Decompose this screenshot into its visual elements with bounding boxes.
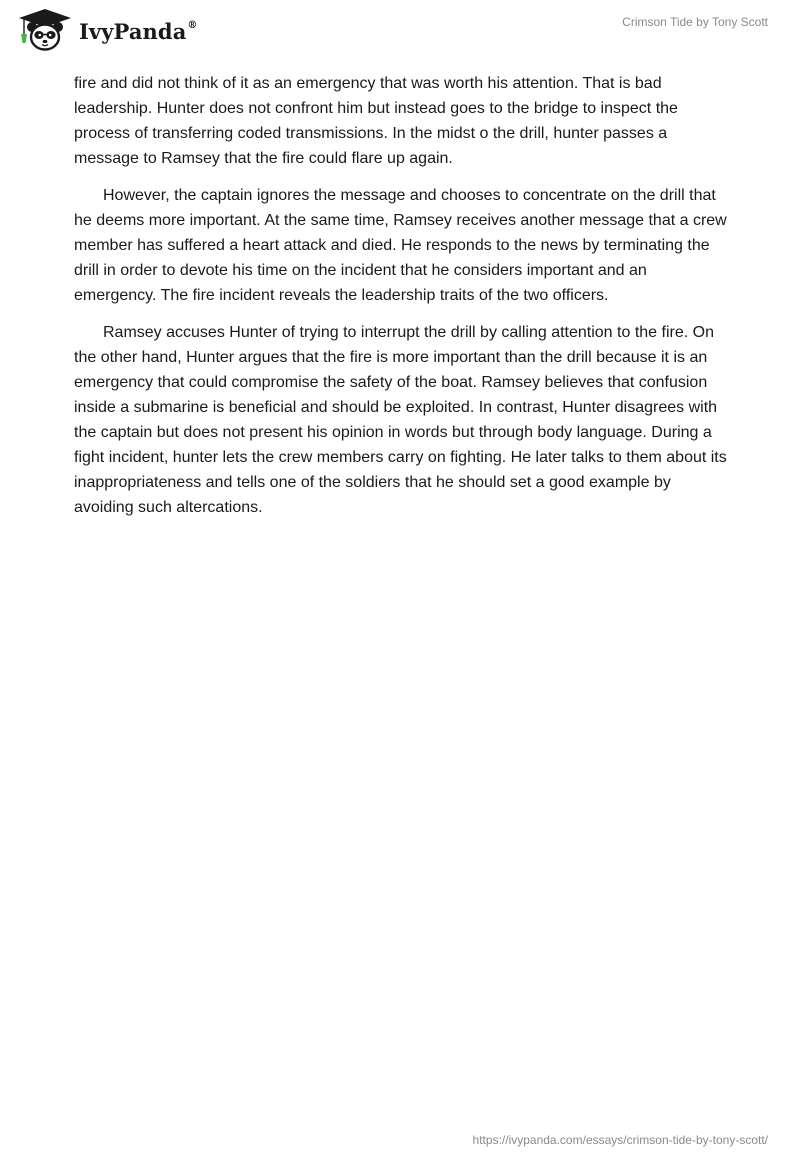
ivypanda-logo[interactable]	[15, 7, 198, 53]
brand-name	[79, 19, 198, 44]
brand-name-text: IvyPanda	[79, 18, 187, 44]
page-header	[0, 0, 800, 60]
paragraph: However, the captain ignores the message and chooses to concentrate on the drill that he deems more important. At the same time, Ramsey receives another message that a crew member has suffered a heart attack and died. He responds to the news by terminating the drill in order to devote his time on the incident that he considers important and an emergency. The fire incident reveals the leadership traits of the two officers.	[74, 187, 727, 304]
document-title: Crimson Tide by Tony Scott	[622, 15, 768, 29]
essay-body	[74, 71, 730, 532]
source-url-link[interactable]: https://ivypanda.com/essays/crimson-tide-by-tony-scott/	[472, 1133, 768, 1147]
paragraph: fire and did not think of it as an emergency that was worth his attention. That is bad leadership. Hunter does not confront him but instead goes to the bridge to inspect the process of transferring coded transmissions. In the midst o the drill, hunter passes a message to Ramsey that the fire could flare up again.	[74, 75, 678, 167]
paragraph: Ramsey accuses Hunter of trying to interrupt the drill by calling attention to the fire. On the other hand, Hunter argues that the fire is more important than the drill because it is an emergency that could compromise the safety of the boat. Ramsey believes that confusion inside a submarine is beneficial and should be exploited. In contrast, Hunter disagrees with the captain but does not present his opinion in words but through body language. During a fight incident, hunter lets the crew members carry on fighting. He later talks to them about its inappropriateness and tells one of the soldiers that he should set a good example by avoiding such altercations.	[74, 324, 727, 516]
registered-mark: ®	[187, 19, 198, 31]
panda-graduate-icon	[15, 7, 75, 53]
